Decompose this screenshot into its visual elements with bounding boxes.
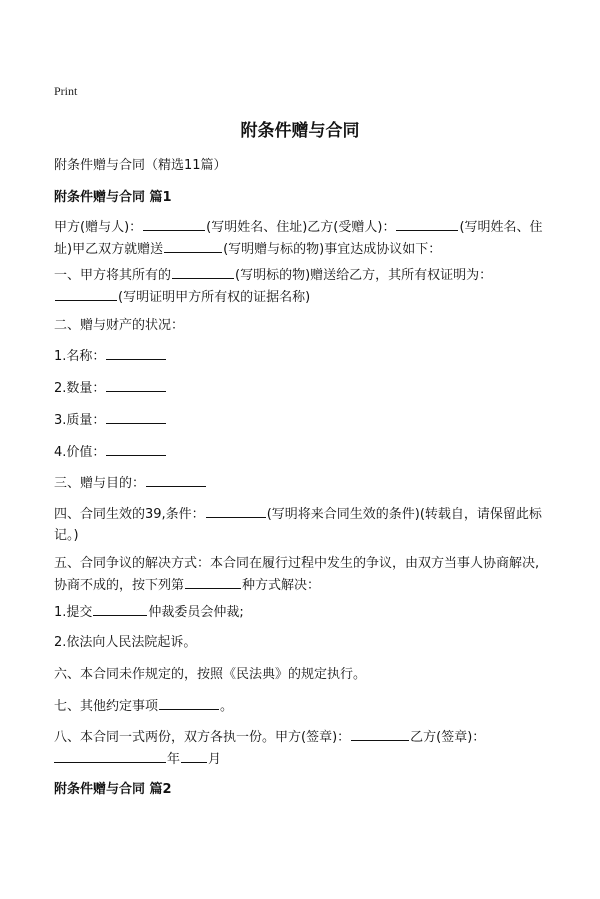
section-heading-2: 附条件赠与合同 篇2 <box>54 782 172 797</box>
text: (写明姓名、住址)乙方(受赠人)： <box>206 220 396 235</box>
blank-field <box>181 748 207 763</box>
section-heading-1: 附条件赠与合同 篇1 <box>54 190 172 205</box>
text: 月 <box>208 752 222 767</box>
text: 甲方(赠与人)： <box>54 220 143 235</box>
item-quality <box>54 409 550 431</box>
text: 五、合同争议的解决方式：本合同在履行过程中发生的争议，由双方当事人协商解决,协商不成的，按下列第 <box>54 556 540 593</box>
text: 七、其他约定事项 <box>54 699 159 714</box>
paragraph-clause-6: 六、本合同未作规定的，按照《民法典》的规定执行。 <box>54 667 367 682</box>
document-subtitle: 附条件赠与合同（精选11篇） <box>54 158 227 173</box>
text: 一、甲方将其所有的 <box>54 268 172 283</box>
blank-field <box>106 441 166 456</box>
text: 。 <box>220 699 234 714</box>
text: (写明将来合同生效的条件)(转载自，请保留此标记。) <box>54 507 542 543</box>
blank-field <box>159 695 219 710</box>
blank-field <box>54 748 166 763</box>
paragraph-clause-3 <box>54 472 550 494</box>
text: 1.名称： <box>54 349 106 364</box>
item-quantity <box>54 377 550 399</box>
paragraph-clause-2: 二、赠与财产的状况： <box>54 318 185 333</box>
text: 1.提交 <box>54 605 93 620</box>
blank-field <box>146 472 206 487</box>
text: (写明标的物)赠送给乙方，其所有权证明为： <box>235 268 493 283</box>
text: 年 <box>167 752 181 767</box>
blank-field <box>206 503 266 518</box>
text: 乙方(签章)： <box>410 730 486 745</box>
text: (写明姓名、住址)甲乙双方就赠送 <box>54 220 543 257</box>
text: 四、合同生效的39,条件： <box>54 507 205 522</box>
document-title: 附条件赠与合同 <box>240 121 360 141</box>
text: 种方式解决： <box>242 578 321 593</box>
paragraph-parties <box>54 216 550 260</box>
paragraph-clause-7 <box>54 695 550 717</box>
blank-field <box>106 409 166 424</box>
option-arbitration <box>54 601 550 623</box>
blank-field <box>351 726 409 741</box>
blank-field <box>106 345 166 360</box>
text: 3.质量： <box>54 413 106 428</box>
paragraph-clause-8 <box>54 726 550 770</box>
blank-field <box>185 574 241 589</box>
text: 八、本合同一式两份，双方各执一份。甲方(签章)： <box>54 730 351 745</box>
blank-field <box>143 216 205 231</box>
text: 4.价值： <box>54 445 106 460</box>
text: 三、赠与目的： <box>54 476 146 491</box>
print-label: Print <box>54 84 78 98</box>
option-litigation: 2.依法向人民法院起诉。 <box>54 635 197 650</box>
paragraph-clause-1 <box>54 264 550 308</box>
text: 2.数量： <box>54 381 106 396</box>
blank-field <box>93 601 147 616</box>
text: (写明证明甲方所有权的证据名称) <box>118 290 311 305</box>
item-name <box>54 345 550 367</box>
text: (写明赠与标的物)事宜达成协议如下： <box>223 242 442 257</box>
text: 仲裁委员会仲裁; <box>148 605 244 620</box>
blank-field <box>164 238 222 253</box>
item-value <box>54 441 550 463</box>
blank-field <box>172 264 234 279</box>
blank-field <box>106 377 166 392</box>
paragraph-clause-5 <box>54 553 550 596</box>
blank-field <box>55 286 117 301</box>
paragraph-clause-4 <box>54 503 550 546</box>
blank-field <box>396 216 458 231</box>
